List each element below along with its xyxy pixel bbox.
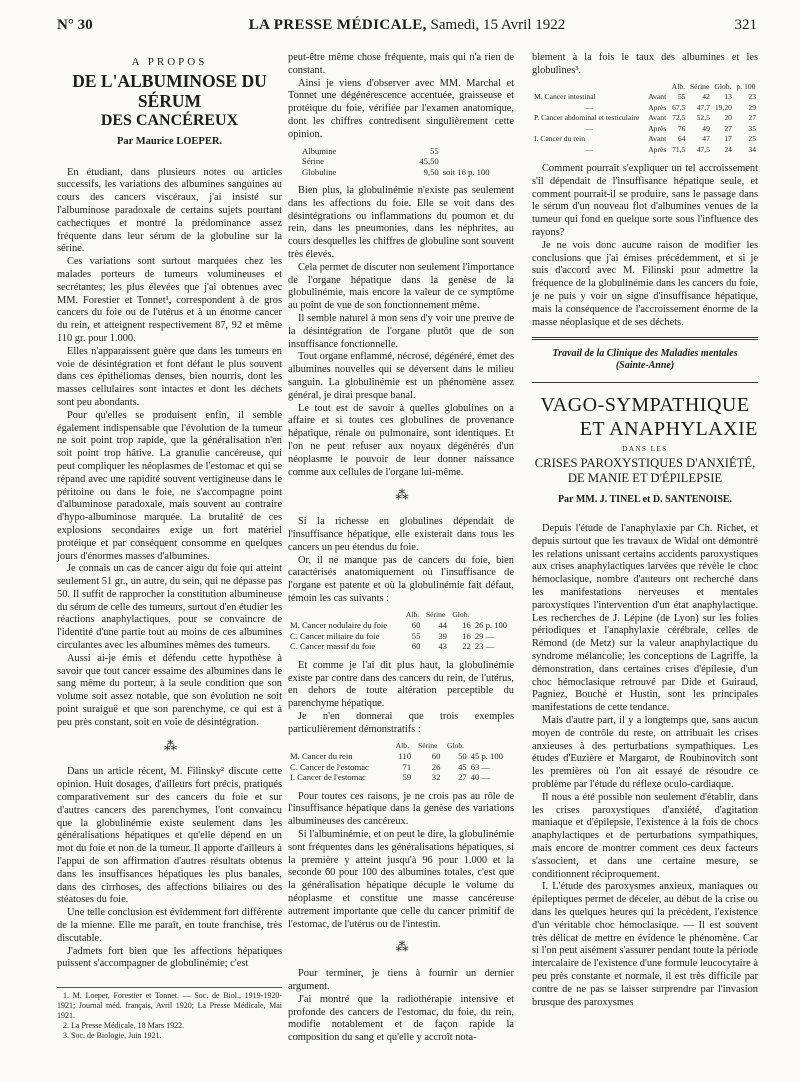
table-cell: 55	[430, 145, 439, 156]
table-cell: 22	[462, 641, 471, 652]
article-title-line1: DE L'ALBUMINOSE DU SÉRUM	[72, 70, 267, 111]
albumin-table	[300, 146, 499, 178]
other-cancer-table	[288, 741, 514, 783]
byline-prefix: Par	[116, 135, 134, 147]
table-cell: 60	[431, 751, 441, 762]
table-cell: 29 —	[474, 630, 495, 641]
table-row	[300, 146, 499, 157]
paragraph: Comment pourrait s'expliquer un tel accroissement s'il dépendait de l'insuffisance hépatique seule, et comment pourrait-il se produire, sans le passage dans le sérum d'un nouveau flot d'albumines venues de la tumeur qui fond en quelque sorte sous l'influence des rayons?	[532, 163, 758, 239]
table-cell: 67,5	[672, 102, 686, 112]
paragraph: Je ne vois donc aucune raison de modifier les conclusions que j'ai émises précédemment, et si je suis d'accord avec M. Filinski pour admettre la fréquence de la globulinémie dans les cancers du foie, je ne puis y voir un signe d'insuffisance hépatique, mais la conséquence de l'accroissement énorme de la masse néoplasique et de ses déchets.	[532, 239, 758, 328]
table-cell: 72,5	[672, 113, 686, 123]
section-asterism: ⁂	[395, 939, 407, 955]
radiotherapy-table	[532, 82, 758, 156]
table-cell: 13	[724, 92, 732, 102]
table-header-row	[532, 82, 758, 93]
table-cell: 35	[748, 123, 756, 133]
table-row	[288, 772, 514, 783]
section-asterism: ⁂	[164, 737, 175, 753]
paragraph: Cela permet de discuter non seulement l'importance de l'organe hépatique dans la genèse de la globulinémie, mais encore la valeur de ce symptôme au point de vue de son fonctionnement même.	[288, 261, 514, 312]
paragraph: Le tout est de savoir à quelles globulines on a affaire et si toutes ces globulines de provenance hépatique, rénale ou pulmonaire, sont identiques. Et l'on ne peut refuser aux noyaux dégénérés d'un néoplasme le pouvoir de leur donner naissance comme aux cellules de l'organe lui-même.	[288, 402, 514, 478]
column-header: Sérine	[425, 609, 446, 619]
table-cell	[441, 146, 499, 157]
table-cell: 60	[411, 620, 421, 631]
table-cell: 23 —	[474, 641, 495, 652]
table-cell: 49	[702, 123, 710, 133]
table-cell: —	[585, 102, 593, 112]
table-cell: 17	[724, 134, 732, 144]
footnote: 3. Soc. de Biologie, Juin 1921.	[63, 1031, 162, 1041]
paragraph: En étudiant, dans plusieurs notes ou articles successifs, les variations des albumines sanguines au cours des cancers viscéraux, j'ai insisté sur l'albuminose paradoxale de certains sujets pourtant cachectiques et montré la prédominance assez fréquente dans leur sérum de la globuline sur la sérine.	[57, 166, 282, 255]
table-cell: —	[585, 123, 593, 133]
table-cell: 59	[402, 772, 412, 783]
table-cell: Après	[648, 102, 667, 112]
paragraph: peut-être même chose fréquente, mais qui n'a rien de constant.	[288, 52, 514, 76]
table-cell: 52,5	[696, 113, 710, 123]
table-cell: 76	[677, 123, 686, 133]
paragraph: Tout organe enflammé, nécrosé, dégénéré, émet des albumines nouvelles qui se déversent dans le milieu sanguin. La globulinémie est un phénomène assez général, je dirai presque banal.	[288, 351, 514, 401]
article-title-line1: VAGO-SYMPATHIQUE	[540, 394, 750, 417]
paragraph: Si la richesse en globulines dépendait de l'insuffisance hépatique, elle existerait dans tous les cancers un peu étendus du foie.	[288, 516, 514, 553]
table-cell: 64	[677, 134, 686, 144]
table-row	[288, 620, 514, 631]
table-row	[288, 641, 514, 652]
footnotes	[57, 987, 282, 1041]
paragraph: Depuis l'étude de l'anaphylaxie par Ch. Richet, et depuis surtout que les travaux de Widal ont démontré les relations unissant certains accidents paroxystiques aux crises anaphylactiques larvées que révèle le choc hémoclasique, nombre d'auteurs ont recherché dans les manifestations nerveuses et mentales paroxystiques l'intervention d'un état anaphylactique. Les recherches de J. Lépine (de Lyon) sur les folies périodiques et l'anaphylaxie cérébrale, celles de Rémond (de Metz) sur la valeur anaphylactique du syndrome mélancolie; les conceptions de Lagriffe, la démonstration, dans certaines crises d'épilesie, d'un choc hémoclasique retrouvé par Dide et Guiraud, Pagniez, Bouché et Hustin, sont les principales manifestations de cette tendance.	[532, 523, 758, 714]
paragraph: Et comme je l'ai dit plus haut, la globulinémie existe par contre dans des cancers du rein, de l'utérus, en dehors de toute altération perceptible du parenchyme hépatique.	[288, 659, 514, 710]
table-cell: 42	[702, 92, 710, 102]
page-header	[57, 6, 757, 33]
table-cell: 47,7	[696, 102, 710, 112]
table-cell: Après	[648, 123, 667, 133]
paragraph: Mais d'autre part, il y a longtemps que, sans aucun moyen de contrôle du reste, on attribuait les crises anxieuses à des perturbations sympathiques. Les études d'Euzière et Margarot, de Roubinovitch sont les premières où l'on ait essayé de résoudre ce problème par l'étude du réflexe oculo-cardiaque.	[532, 715, 758, 790]
table-cell: 39	[438, 630, 447, 641]
footnote: 1. M. Loeper, Forestier et Tonnet. — Soc. de Biol., 1919-1920-1921; Journal méd. français, Avril 1920; La Presse Médicale, Mai 1921.	[57, 991, 282, 1021]
paragraph: Pour toutes ces raisons, je ne crois pas au rôle de l'insuffisance hépatique dans la genèse des variations albumineuses des cancéreux.	[288, 790, 514, 828]
title-connector: DANS LES	[622, 445, 668, 454]
table-header-row	[288, 610, 514, 621]
table-cell: M. Cancer intestinal	[534, 92, 596, 102]
table-row	[532, 134, 758, 145]
issue-date: Samedi, 15 Avril 1922	[430, 17, 566, 33]
paragraph: J'ai montré que la radiothérapie intensive et profonde des cancers de l'estomac, du foie, du rein, modifie notablement et de façon rapide la composition du sang et qu'elle y accroît nota-	[288, 993, 514, 1044]
paragraph: Pour terminer, je tiens à fournir un dernier argument.	[288, 968, 514, 992]
table-cell: M. Cancer du rein	[290, 751, 353, 762]
table-cell: 32	[431, 772, 441, 783]
table-cell: 29	[748, 102, 756, 112]
table-cell: I. Cancer du rein	[534, 134, 586, 144]
paragraph: Bien plus, la globulinémie n'existe pas seulement dans les affections du foie. Elle se voit dans des désintégrations ou inflammations du poumon et du rein, dans les pneumonies, dans les néphrites, au cours desquelles les chiffres de globuline sont souvent très élevés.	[288, 185, 514, 261]
column-2	[288, 52, 514, 1045]
column-header: Sérine	[689, 81, 710, 91]
paragraph: I. L'étude des paroxysmes anxieux, maniaques ou épileptiques permet de déceler, au début de la crise ou dans les quelques heures qui la précèdent, l'existence d'un véritable choc hémoclasique. — Il est souvent très délicat de mettre en évidence le phénomène. Car si l'on peut aisément s'assurer pendant toute la période intercalaire de l'existence d'une formule leucocytaire à peu près constante et normale, il est très difficile par contre de ne pas se laisser surprendre par l'invasion brusque des paroxysmes	[532, 881, 758, 1008]
table-cell: 20	[724, 113, 732, 123]
running-title	[57, 17, 757, 34]
column-header: Alb.	[405, 609, 420, 619]
column-header: p. 100	[736, 81, 756, 91]
table-header-row	[288, 741, 514, 752]
table-row	[532, 124, 758, 135]
paragraph: Dans un article récent, M. Filinsky² discute cette opinion. Huit dosages, d'ailleurs fort précis, pratiqués comparativement sur des cancers du foie et sur d'autres cancers des parenchymes, l'ont convaincu que la globulinémie existe seulement dans les généralisations hépatiques et qu'elle dépend en un mot du foie et non de la tumeur. Il apporte d'ailleurs à l'appui de son affirmation d'autres résultats obtenus dans les insuffisances hépatiques les plus banales, dans des cirrhoses, des affections biliaires ou des stéatoses du foie.	[57, 766, 282, 906]
table-cell: Globuline	[302, 166, 337, 177]
column-header: Glob.	[452, 609, 470, 619]
table-cell: 19,20	[714, 102, 732, 112]
article-title-line2: DES CANCÉREUX	[100, 111, 239, 129]
section-divider	[532, 382, 758, 383]
table-cell: 71,5	[672, 144, 686, 154]
paragraph: Aussi ai-je émis et défendu cette hypothèse à savoir que tout cancer essaime des albumines dans le sang même du porteur, à la seule condition que son volume soit assez notable, que son évolution ne soit point suraiguë et que son parenchyme, ce qui est à peu près constant, soit en voie de désintégration.	[57, 652, 282, 728]
table-cell: soit 16 p. 100	[442, 166, 490, 177]
paragraph: Pour qu'elles se produisent enfin, il semble également indispensable que l'évolution de la tumeur ne soit point trop rapide, que la généralisation n'en soit point trop hâtive. La granulie cancéreuse, qui peut compliquer les néoplasmes de l'estomac et qui se répand avec une rapidité souvent vertigineuse dans le péritoine ou dans le foie, ne s'accompagne point d'albuminose paradoxale, mais souvent au contraire d'hypo-albuminose marquée. La brutalité de ces explosions secondaires exige un fort matériel protéique et par conséquent consomme en quelques jours d'énormes masses d'albumines.	[57, 409, 282, 562]
article-byline	[57, 136, 282, 149]
paragraph: J'admets fort bien que les affections hépatiques puissent s'accompagner de globulinémie; c'est	[57, 945, 282, 970]
table-cell: 27	[458, 772, 467, 783]
paragraph: Je connais un cas de cancer aigu du foie qui atteint seulement 51 gr., un autre, du sein, qui ne dépasse pas 50. Il suffit de rapprocher la constitution albumineuse du sérum de celle des tumeurs, surtout d'en étudier les réactions anaphylactiques, pour se convaincre de l'identité d'une partie tout au moins de ces albumines circulantes avec les albumines mêmes des tumeurs.	[57, 563, 282, 652]
column-header: Sérine	[418, 740, 438, 750]
table-cell: Avant	[648, 92, 667, 102]
section-asterism: ⁂	[395, 487, 407, 503]
paragraph: blement à la fois le taux des albumines et les globulines³.	[532, 52, 758, 76]
table-cell: C. Cancer de l'estomac	[290, 761, 369, 772]
section-divider	[532, 337, 758, 340]
table-row	[288, 631, 514, 642]
table-cell: 45,50	[419, 156, 439, 167]
article-subtitle-line1: CRISES PAROXYSTIQUES D'ANXIÉTÉ,	[534, 456, 756, 471]
article-affiliation	[532, 348, 758, 372]
table-cell: Avant	[648, 113, 667, 123]
table-cell: 23	[748, 92, 756, 102]
table-cell: 27	[724, 123, 732, 133]
column-header: Alb.	[395, 740, 409, 750]
table-cell: M. Cancer nodulaire du foie	[290, 620, 388, 631]
column-3	[532, 52, 758, 1009]
article-title-line2: ET ANAPHYLAXIE	[579, 418, 758, 441]
issue-number: N° 30	[57, 17, 93, 33]
table-row	[300, 156, 499, 167]
table-cell: 110	[398, 751, 412, 762]
table-cell: 9,50	[423, 166, 439, 177]
table-row	[300, 167, 499, 178]
paragraph: Je n'en donnerai que trois exemples particulièrement démonstratifs :	[288, 710, 514, 735]
table-cell: —	[585, 144, 593, 154]
column-header: Glob.	[714, 81, 732, 91]
table-cell: 50	[458, 751, 467, 762]
affiliation-line: (Sainte-Anne)	[615, 360, 675, 372]
table-cell: Albumine	[302, 145, 337, 156]
table-row	[532, 92, 758, 103]
affiliation-line: Travail de la Clinique des Maladies mentales	[552, 348, 738, 360]
paragraph: Si l'albuminémie, et on peut le dire, la globulinémie sont fréquentes dans les généralisations hépatiques, si la première y atteint jusqu'à 96 pour 1.000 et la seconde 60 pour 100 des albumines totales, c'est que la généralisation hépatique décuple le volume du néoplasme et constitue une masse cancéreuse autrement importante que celle du cancer primitif de l'estomac, de l'utérus ou de l'intestin.	[288, 828, 514, 930]
paragraph: Elles n'apparaissent guère que dans les tumeurs en voie de désintégration et font défaut le plus souvent dans ces épithéliomas denses, bien nourris, dont les masses cellulaires sont intactes et dont les déchets sont peu abondants.	[57, 345, 282, 408]
table-cell: 47,5	[696, 144, 710, 154]
liver-cancer-table	[288, 610, 514, 652]
table-cell: 16	[462, 620, 471, 631]
table-cell: 55	[411, 630, 421, 641]
table-cell	[441, 156, 499, 167]
table-cell: 63 —	[470, 761, 491, 772]
table-cell: 44	[438, 620, 447, 631]
table-row	[532, 103, 758, 114]
article-kicker: A PROPOS	[131, 56, 208, 68]
byline-author: Maurice LOEPER.	[135, 135, 223, 147]
paragraph: Une telle conclusion est évidemment fort différente de la mienne. Elle me paraît, en toute franchise, très discutable.	[57, 907, 282, 944]
table-cell: 55	[677, 92, 686, 102]
table-cell: Avant	[648, 134, 667, 144]
paragraph: Ces variations sont surtout marquées chez les malades porteurs de tumeurs volumineuses et secrétantes; les plus élevées que j'ai obtenues avec MM. Forestier et Tonnet¹, correspondent à de gros cancers du foie ou de l'utérus et à un énorme cancer du rein, et atteignent respectivement 87, 92 et même 110 gr. pour 1.000.	[57, 256, 282, 344]
table-cell: 26 p. 100	[474, 620, 508, 631]
table-cell: 26	[431, 761, 441, 772]
table-cell: I. Cancer de l'estomac	[290, 772, 366, 783]
table-cell: P. Cancer abdominal et testiculaire	[534, 113, 640, 123]
paragraph: Il nous a été possible non seulement d'établir, dans les crises paroxystiques d'anxiété, d'agitation maniaque et d'épilepsie, l'existence à la fois de chocs anaphylactiques et de perturbations sympathiques, mais encore de montrer comment ces deux facteurs s'associent, et dans une certaine mesure, se conditionnent réciproquement.	[532, 791, 758, 880]
table-cell: Après	[648, 144, 667, 154]
table-cell: 71	[402, 761, 412, 772]
table-cell: 43	[438, 641, 447, 652]
article-subtitle-line2: DE MANIE ET D'ÉPILEPSIE	[567, 471, 723, 486]
table-cell: 34	[748, 144, 756, 154]
column-header: Glob.	[446, 740, 465, 750]
footnote: 2. La Presse Médicale, 18 Mars 1922.	[63, 1021, 185, 1031]
table-cell: 60	[411, 641, 421, 652]
table-cell: 24	[724, 144, 732, 154]
page-number: 321	[734, 17, 757, 33]
table-cell: Sérine	[302, 156, 324, 167]
table-cell: 27	[748, 113, 756, 123]
paragraph: Il semble naturel à mon sens d'y voir une preuve de la désintégration de l'organe plutôt que de son insuffisance fonctionnelle.	[288, 313, 514, 350]
paragraph: Ainsi je viens d'observer avec MM. Marchal et Tonnet une dégénérescence accentuée, graisseuse et protéique du foie, vérifiée par l'examen anatomique, dont les chiffres contredisent singulièrement cette opinion.	[288, 77, 514, 140]
table-row	[288, 762, 514, 773]
table-row	[532, 145, 758, 156]
table-cell: C. Cancer miliaire du foie	[290, 630, 380, 641]
article-byline: Par MM. J. TINEL et D. SANTENOISE.	[557, 494, 733, 506]
table-row	[532, 113, 758, 124]
table-cell: 25	[748, 134, 756, 144]
table-cell: 45 p. 100	[470, 751, 503, 762]
table-cell: C. Cancer massif du foie	[290, 641, 376, 652]
journal-name: LA PRESSE MÉDICALE,	[248, 17, 427, 33]
table-cell: 47	[702, 134, 710, 144]
table-cell: 45	[458, 761, 467, 772]
table-cell: 16	[462, 630, 471, 641]
table-cell: 40 —	[470, 772, 491, 783]
column-1	[57, 52, 282, 1041]
column-header: Alb.	[671, 81, 686, 91]
table-row	[288, 751, 514, 762]
paragraph: Or, il ne manque pas de cancers du foie, bien caractérisés anatomiquement où l'insuffisance de l'organe est patente et où la globulinémie fait défaut, témoin les cas suivants :	[288, 554, 514, 604]
